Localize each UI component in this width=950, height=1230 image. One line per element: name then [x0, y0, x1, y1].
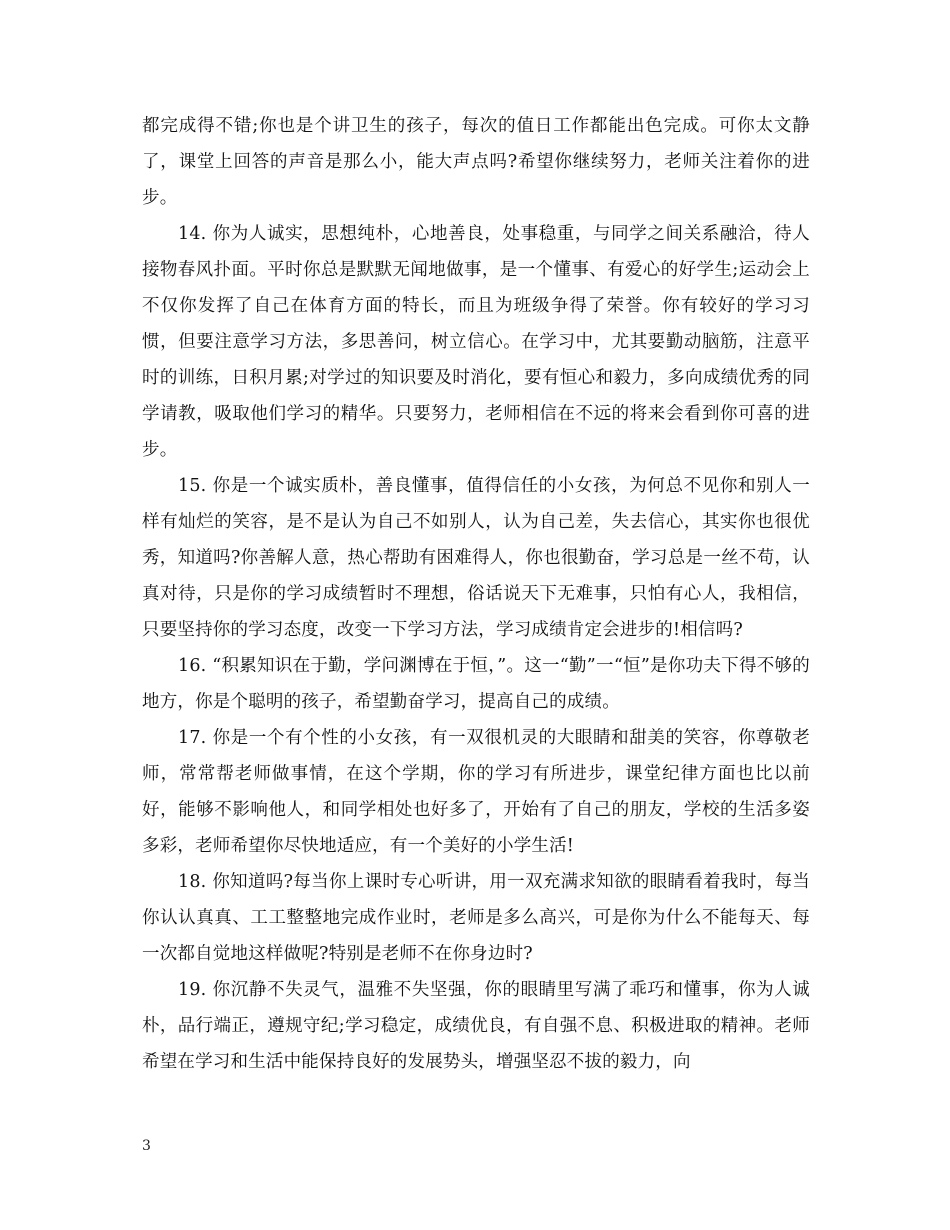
page-body	[142, 108, 810, 1080]
paragraph-comment-15: 15. 你是一个诚实质朴，善良懂事，值得信任的小女孩，为何总不见你和别人一样有灿烂的笑容，是不是认为自己不如别人，认为自己差，失去信心，其实你也很优秀，知道吗?你善解人意，热心帮助有困难得人，你也很勤奋，学习总是一丝不苟，认真对待，只是你的学习成绩暂时不理想，俗话说天下无难事，只怕有心人，我相信，只要坚持你的学习态度，改变一下学习方法，学习成绩肯定会进步的!相信吗?	[142, 476, 810, 640]
paragraph-comment-18: 18. 你知道吗?每当你上课时专心听讲，用一双充满求知欲的眼睛看着我时，每当你认认真真、工工整整地完成作业时，老师是多么高兴，可是你为什么不能每天、每一次都自觉地这样做呢?特别是老师不在你身边时?	[142, 872, 810, 964]
paragraph-comment-14: 14. 你为人诚实，思想纯朴，心地善良，处事稳重，与同学之间关系融洽，待人接物春风扑面。平时你总是默默无闻地做事，是一个懂事、有爱心的好学生;运动会上不仅你发挥了自己在体育方面的特长，而且为班级争得了荣誉。你有较好的学习习惯，但要注意学习方法，多思善问，树立信心。在学习中，尤其要勤动脑筋，注意平时的训练，日积月累;对学过的知识要及时消化，要有恒心和毅力，多向成绩优秀的同学请教，吸取他们学习的精华。只要努力，老师相信在不远的将来会看到你可喜的进步。	[142, 224, 810, 460]
paragraph-continuation: 都完成得不错;你也是个讲卫生的孩子，每次的值日工作都能出色完成。可你太文静了，课堂上回答的声音是那么小，能大声点吗?希望你继续努力，老师关注着你的进步。	[142, 116, 810, 208]
page-number: 3	[142, 1138, 151, 1154]
paragraph-comment-19: 19. 你沉静不失灵气，温雅不失坚强，你的眼睛里写满了乖巧和懂事，你为人诚朴，品行端正，遵规守纪;学习稳定，成绩优良，有自强不息、积极进取的精神。老师希望在学习和生活中能保持良好的发展势头，增强坚忍不拔的毅力，向	[142, 980, 810, 1072]
paragraph-comment-16: 16. “积累知识在于勤，学问渊博在于恒，”。这一“勤”一“恒”是你功夫下得不够的地方，你是个聪明的孩子，希望勤奋学习，提高自己的成绩。	[142, 656, 810, 712]
paragraph-comment-17: 17. 你是一个有个性的小女孩，有一双很机灵的大眼睛和甜美的笑容，你尊敬老师，常常帮老师做事情，在这个学期，你的学习有所进步，课堂纪律方面也比以前好，能够不影响他人，和同学相处也好多了，开始有了自己的朋友，学校的生活多姿多彩，老师希望你尽快地适应，有一个美好的小学生活!	[142, 728, 810, 856]
